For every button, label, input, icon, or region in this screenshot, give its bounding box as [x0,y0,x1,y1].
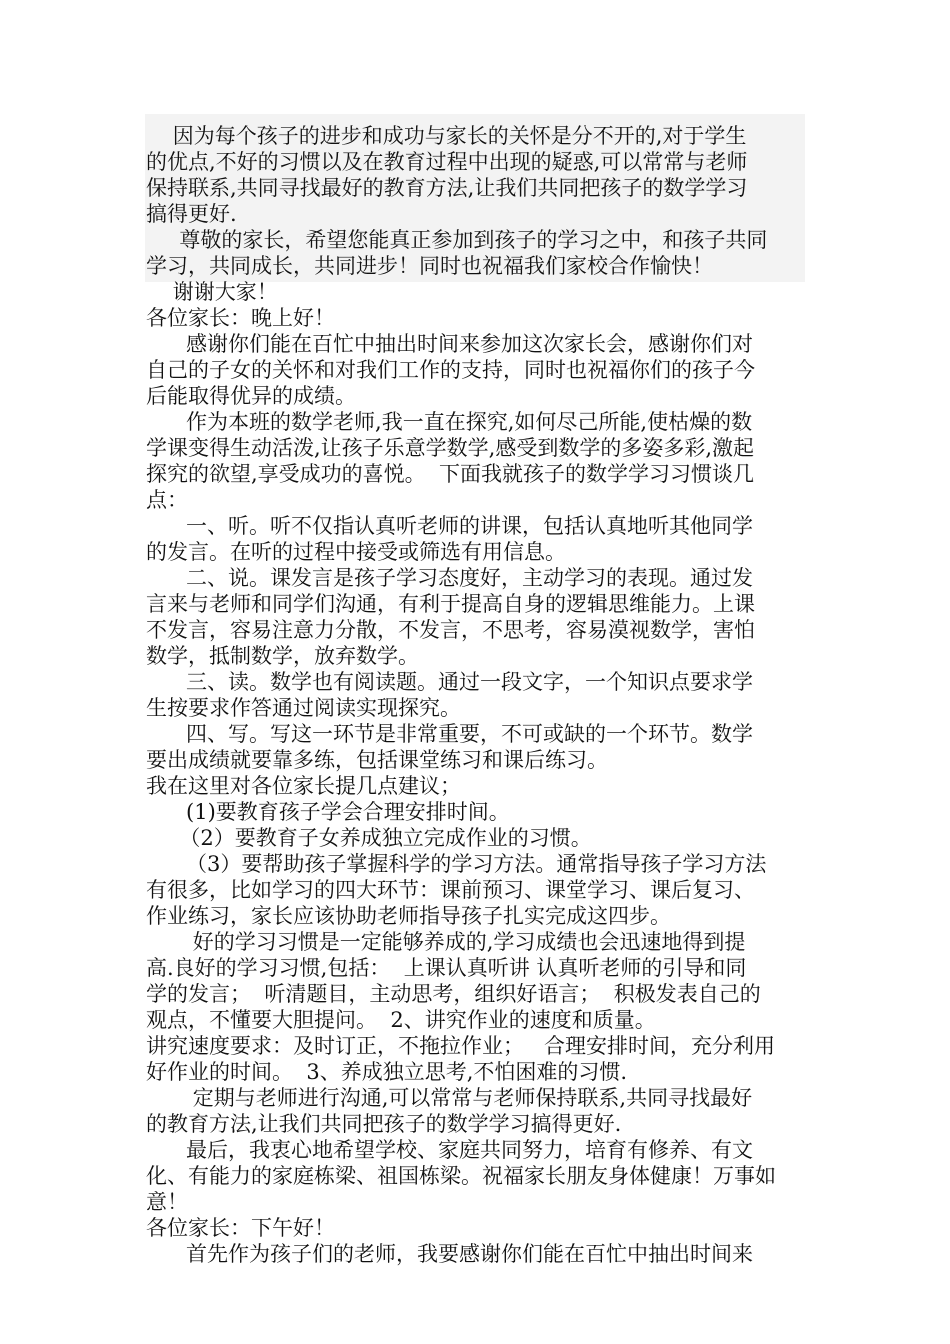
text-line: 因为每个孩子的进步和成功与家长的关怀是分不开的,对于学生 [146,124,747,148]
text-line: 的发言。在听的过程中接受或筛选有用信息。 [146,540,566,564]
text-line: 意！ [146,1190,188,1214]
text-line: 讲究速度要求：及时订正，不拖拉作业； 合理安排时间，充分利用 [146,1034,776,1058]
text-line: 要出成绩就要靠多练，包括课堂练习和课后练习。 [146,748,608,772]
text-line: 四、写。写这一环节是非常重要，不可或缺的一个环节。数学 [146,722,754,746]
text-line: 观点，不懂要大胆提问。 2、讲究作业的速度和质量。 [146,1008,656,1032]
text-line: 点： [146,488,188,512]
text-line: 好的学习习惯是一定能够养成的,学习成绩也会迅速地得到提 [146,930,746,954]
text-line: 感谢你们能在百忙中抽出时间来参加这次家长会，感谢你们对 [146,332,754,356]
text-line: 各位家长：晚上好！ [146,306,335,330]
text-line: 作业练习，家长应该协助老师指导孩子扎实完成这四步。 [146,904,671,928]
text-line: 的优点,不好的习惯以及在教育过程中出现的疑惑,可以常常与老师 [146,150,748,174]
text-line: 作为本班的数学老师,我一直在探究,如何尽己所能,使枯燥的数 [146,410,753,434]
text-line: 最后，我衷心地希望学校、家庭共同努力，培育有修养、有文 [146,1138,754,1162]
text-line: 学习，共同成长，共同进步！同时也祝福我们家校合作愉快！ [146,254,713,278]
text-line: 搞得更好. [146,202,237,226]
text-line: 三、读。数学也有阅读题。通过一段文字，一个知识点要求学 [146,670,754,694]
text-line: 学的发言； 听清题目，主动思考，组织好语言； 积极发表自己的 [146,982,761,1006]
text-line: 二、说。课发言是孩子学习态度好，主动学习的表现。通过发 [146,566,754,590]
text-line: (1)要教育孩子学会合理安排时间。 [146,800,510,824]
text-line: 有很多，比如学习的四大环节：课前预习、课堂学习、课后复习、 [146,878,755,902]
text-line: （2）要教育子女养成独立完成作业的习惯。 [146,826,592,850]
text-line: 首先作为孩子们的老师，我要感谢你们能在百忙中抽出时间来 [146,1242,754,1266]
text-line: 保持联系,共同寻找最好的教育方法,让我们共同把孩子的数学学习 [146,176,748,200]
text-line: 谢谢大家！ [146,280,278,304]
text-line: 自己的子女的关怀和对我们工作的支持，同时也祝福你们的孩子今 [146,358,755,382]
text-line: 生按要求作答通过阅读实现探究。 [146,696,461,720]
text-line: 我在这里对各位家长提几点建议； [146,774,461,798]
text-line: 言来与老师和同学们沟通，有利于提高自身的逻辑思维能力。上课 [146,592,755,616]
text-line: 的教育方法,让我们共同把孩子的数学学习搞得更好. [146,1112,622,1136]
text-line: 各位家长：下午好！ [146,1216,335,1240]
text-line: 尊敬的家长，希望您能真正参加到孩子的学习之中，和孩子共同 [146,228,768,252]
text-line: 好作业的时间。 3、养成独立思考,不怕困难的习惯. [146,1060,628,1084]
text-line: 不发言，容易注意力分散，不发言，不思考，容易漠视数学，害怕 [146,618,755,642]
text-line: 高.良好的学习习惯,包括： 上课认真听讲 认真听老师的引导和同 [146,956,747,980]
text-line: 探究的欲望,享受成功的喜悦。 下面我就孩子的数学学习习惯谈几 [146,462,755,486]
text-line: 后能取得优异的成绩。 [146,384,356,408]
text-line: （3）要帮助孩子掌握科学的学习方法。通常指导孩子学习方法 [146,852,767,876]
text-line: 学课变得生动活泼,让孩子乐意学数学,感受到数学的多姿多彩,激起 [146,436,755,460]
text-line: 定期与老师进行沟通,可以常常与老师保持联系,共同寻找最好 [146,1086,753,1110]
text-line: 数学，抵制数学，放弃数学。 [146,644,419,668]
text-line: 一、听。听不仅指认真听老师的讲课，包括认真地听其他同学 [146,514,754,538]
text-line: 化、有能力的家庭栋梁、祖国栋梁。祝福家长朋友身体健康！万事如 [146,1164,776,1188]
